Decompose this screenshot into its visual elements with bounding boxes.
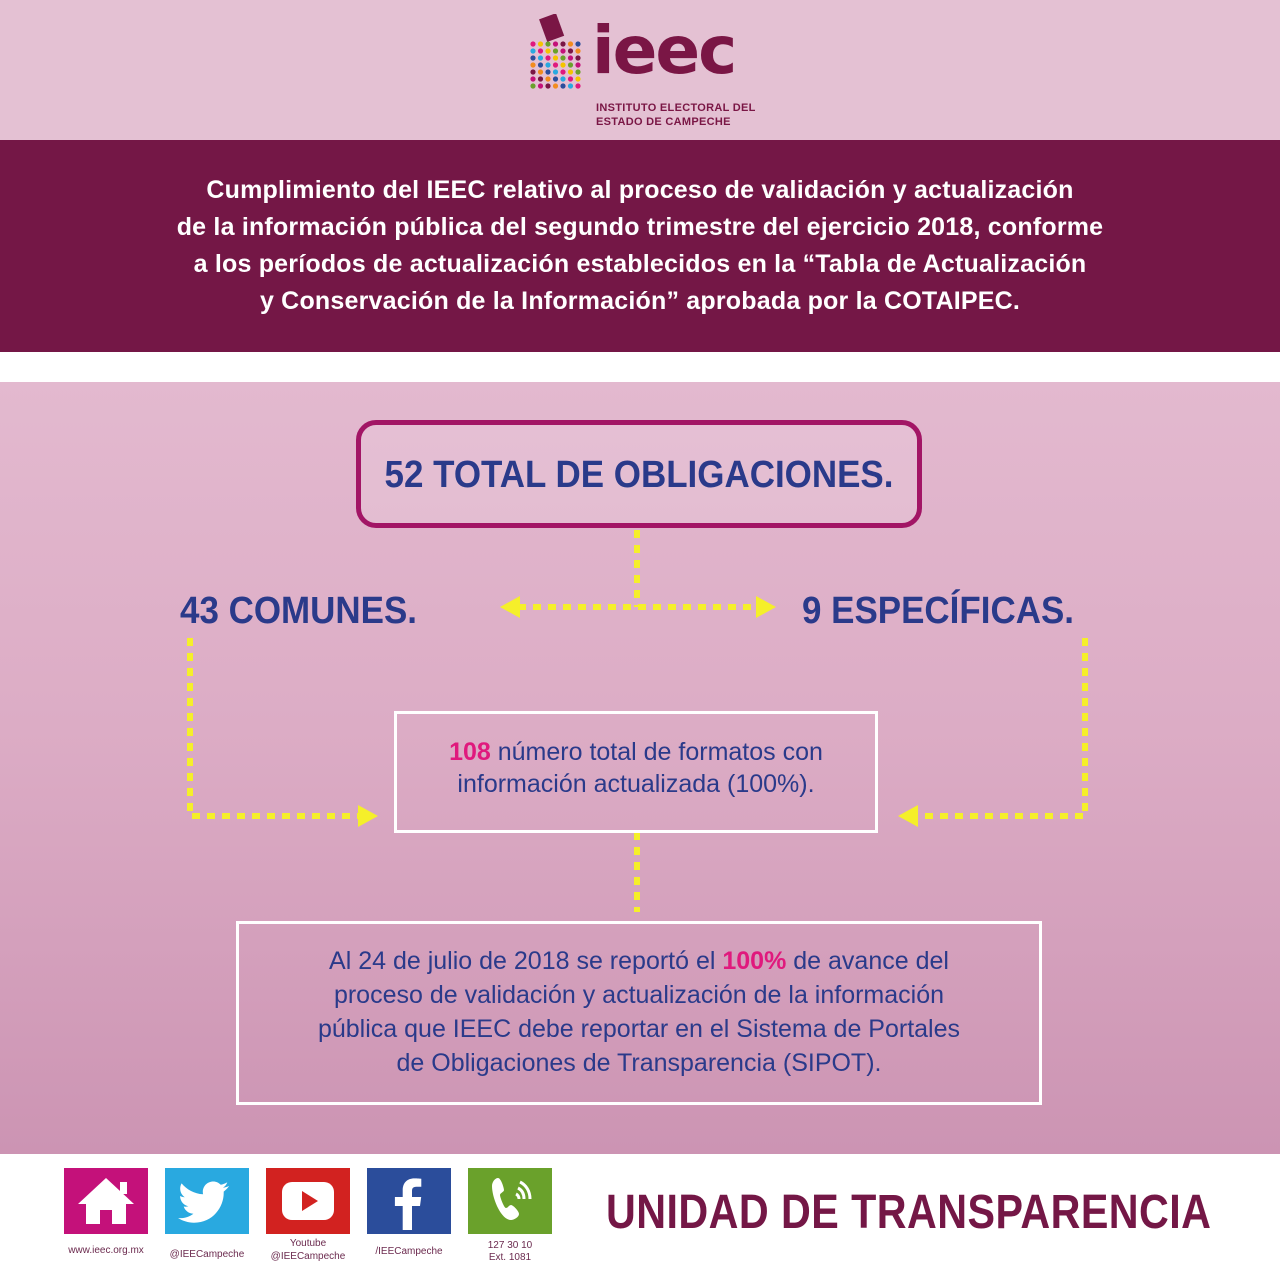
- youtube-label2: @IEECampeche: [270, 1251, 346, 1262]
- home-label: www.ieec.org.mx: [68, 1245, 144, 1256]
- total-obligations-text: 52 TOTAL DE OBLIGACIONES.: [384, 454, 894, 496]
- facebook-link[interactable]: [367, 1168, 451, 1234]
- logo-dot: [575, 76, 580, 81]
- phone-icon: [468, 1168, 552, 1234]
- logo-dot: [560, 69, 565, 74]
- youtube-icon: [266, 1168, 350, 1234]
- banner-line: de la información pública del segundo trimestre del ejercicio 2018, conforme: [176, 213, 1104, 241]
- avance-line3: pública que IEEC debe reportar en el Sistema de Portales: [317, 1015, 961, 1043]
- logo-dot: [553, 55, 558, 60]
- twitter-label: @IEECampeche: [169, 1249, 245, 1260]
- logo-dot: [568, 55, 573, 60]
- youtube-link[interactable]: [266, 1168, 350, 1234]
- logo-dot: [553, 69, 558, 74]
- logo-dot: [530, 83, 535, 88]
- logo-dot: [568, 69, 573, 74]
- avance-highlight: 100%: [722, 947, 787, 975]
- banner-text: [40, 172, 1240, 320]
- formatos-number: 108: [449, 738, 491, 766]
- home-link[interactable]: [64, 1168, 148, 1234]
- logo-dot: [538, 76, 543, 81]
- logo-dot: [530, 69, 535, 74]
- logo-subtitle-line2: ESTADO DE CAMPECHE: [596, 116, 731, 128]
- logo-dot: [530, 48, 535, 53]
- twitter-link[interactable]: [165, 1168, 249, 1234]
- logo-dot: [538, 41, 543, 46]
- logo-dot: [538, 62, 543, 67]
- logo-dot: [568, 48, 573, 53]
- logo-dot: [553, 76, 558, 81]
- facebook-icon: [367, 1168, 451, 1234]
- avance-line1-pre: Al 24 de julio de 2018 se reportó el: [329, 947, 723, 975]
- logo-dot: [545, 48, 550, 53]
- logo-dot: [545, 83, 550, 88]
- especificas-text: 9 ESPECÍFICAS.: [802, 590, 1074, 632]
- avance-line1-post: de avance del: [786, 947, 949, 975]
- banner-line: Cumplimiento del IEEC relativo al proceso de validación y actualización: [206, 176, 1074, 204]
- phone-number: 127 30 10: [487, 1240, 533, 1251]
- logo-dot: [560, 62, 565, 67]
- phone-extension: Ext. 1081: [488, 1252, 532, 1263]
- logo-dot: [568, 62, 573, 67]
- logo-dot: [530, 55, 535, 60]
- logo-dot: [568, 76, 573, 81]
- logo-dot: [530, 41, 535, 46]
- logo-dot: [568, 41, 573, 46]
- youtube-label1: Youtube: [289, 1238, 327, 1249]
- logo-dot: [560, 55, 565, 60]
- banner-line: y Conservación de la Información” aprobada por la COTAIPEC.: [259, 287, 1021, 315]
- formatos-line2: información actualizada (100%).: [457, 770, 815, 798]
- logo-dot: [530, 62, 535, 67]
- logo-dot: [545, 62, 550, 67]
- avance-line4: de Obligaciones de Transparencia (SIPOT).: [396, 1049, 882, 1077]
- logo-subtitle-line1: INSTITUTO ELECTORAL DEL: [596, 102, 756, 114]
- logo-dot: [538, 55, 543, 60]
- logo-dot: [538, 69, 543, 74]
- twitter-icon: [165, 1168, 249, 1234]
- formatos-line1-rest: número total de formatos con: [490, 738, 823, 766]
- logo-dot: [568, 83, 573, 88]
- formatos-text: [394, 736, 878, 800]
- logo-dot: [538, 48, 543, 53]
- formatos-line1: [394, 736, 878, 768]
- logo-dot: [560, 76, 565, 81]
- ballot-dots-icon: [528, 14, 584, 92]
- phone-link[interactable]: [468, 1168, 552, 1234]
- footer-title: UNIDAD DE TRANSPARENCIA: [606, 1186, 1212, 1239]
- logo-dot: [553, 62, 558, 67]
- banner-line: a los períodos de actualización establecidos en la “Tabla de Actualización: [193, 250, 1087, 278]
- comunes-text: 43 COMUNES.: [180, 590, 418, 632]
- avance-text: [236, 944, 1042, 1080]
- logo-dot: [545, 69, 550, 74]
- logo-dot: [575, 69, 580, 74]
- logo-dot: [575, 55, 580, 60]
- logo-dot: [553, 48, 558, 53]
- logo-dot: [575, 62, 580, 67]
- facebook-label: /IEECampeche: [375, 1246, 443, 1257]
- logo-dot: [575, 83, 580, 88]
- logo-dot: [530, 76, 535, 81]
- logo-dot: [560, 41, 565, 46]
- avance-line1: [236, 944, 1042, 978]
- logo-dot: [545, 76, 550, 81]
- logo-dot: [575, 48, 580, 53]
- logo-dot: [545, 55, 550, 60]
- logo-dot: [545, 41, 550, 46]
- logo-dot: [560, 48, 565, 53]
- logo-dot: [553, 41, 558, 46]
- logo-dot: [538, 83, 543, 88]
- home-icon: [64, 1168, 148, 1234]
- logo-dot: [553, 83, 558, 88]
- logo-dot: [575, 41, 580, 46]
- avance-line2: proceso de validación y actualización de la información: [333, 981, 945, 1009]
- logo-wordmark: ieec: [592, 12, 736, 89]
- logo-dot: [560, 83, 565, 88]
